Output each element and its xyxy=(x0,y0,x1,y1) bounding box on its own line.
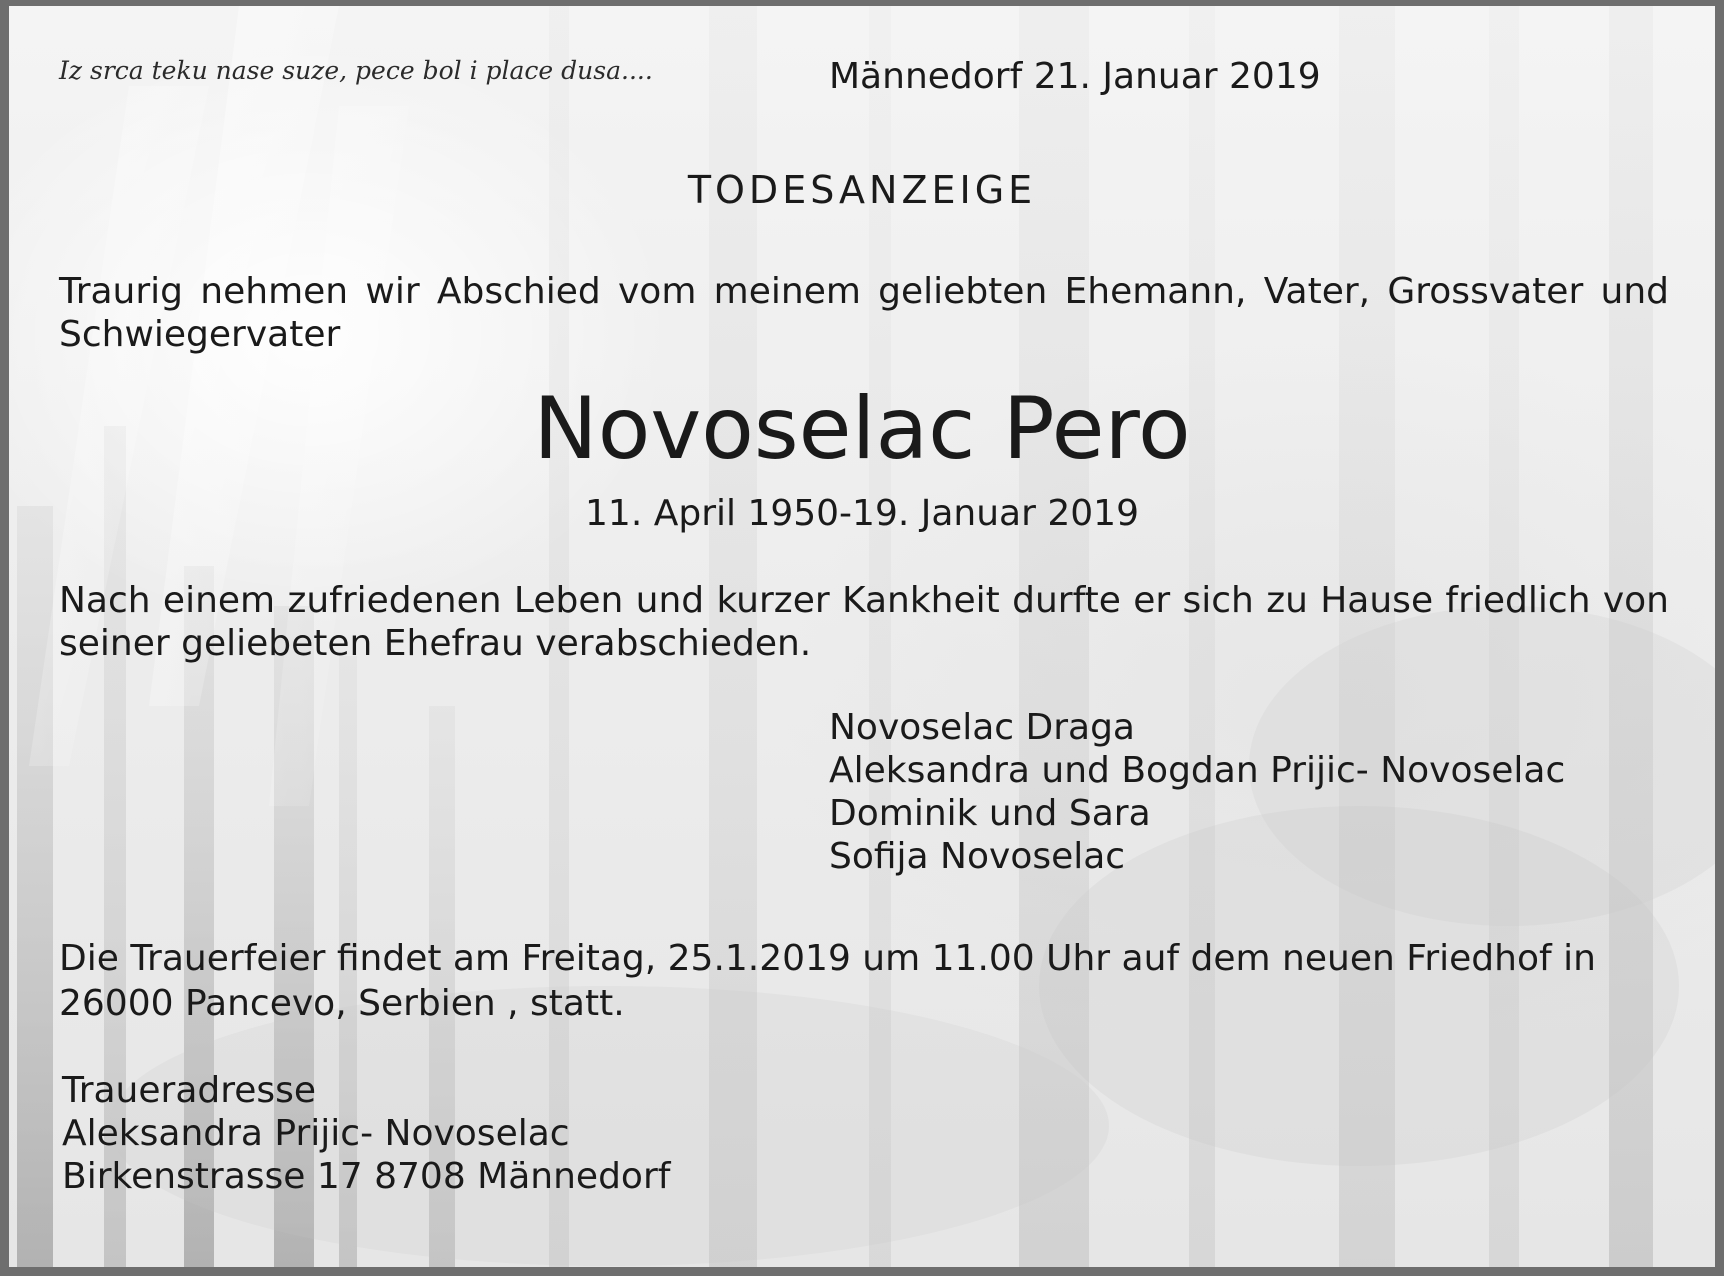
mourner-name: Sofija Novoselac xyxy=(829,836,1126,877)
mourner-name: Dominik und Sara xyxy=(829,793,1151,834)
intro-paragraph: Traurig nehmen wir Abschied vom meinem geliebten Ehemann, Vater, Grossvater und Schwiegervater xyxy=(59,271,1669,355)
mourners-list xyxy=(829,706,1565,878)
address-name: Aleksandra Prijic- Novoselac xyxy=(62,1113,570,1154)
place-date: Männedorf 21. Januar 2019 xyxy=(829,56,1321,97)
closing-paragraph: Nach einem zufriedenen Leben und kurzer Kankheit durfte er sich zu Hause friedlich von seiner geliebeten Ehefrau verabschieden. xyxy=(59,580,1669,664)
life-dates: 11. April 1950-19. Januar 2019 xyxy=(585,493,1139,534)
mourner-name: Novoselac Draga xyxy=(829,707,1135,748)
notice-heading: TODESANZEIGE xyxy=(687,168,1037,212)
address-street: Birkenstrasse 17 8708 Männedorf xyxy=(62,1156,671,1197)
mourner-name: Aleksandra und Bogdan Prijic- Novoselac xyxy=(829,750,1566,791)
service-info xyxy=(59,936,1669,1026)
mourning-address xyxy=(62,1069,670,1198)
service-line: 26000 Pancevo, Serbien , statt. xyxy=(59,983,625,1024)
deceased-name: Novoselac Pero xyxy=(533,379,1191,479)
service-line: Die Trauerfeier findet am Freitag, 25.1.2019 um 11.00 Uhr auf dem neuen Friedhof in xyxy=(59,938,1596,979)
opening-quote: Iz srca teku nase suze, pece bol i place dusa.... xyxy=(59,56,653,85)
address-label: Traueradresse xyxy=(62,1070,317,1111)
